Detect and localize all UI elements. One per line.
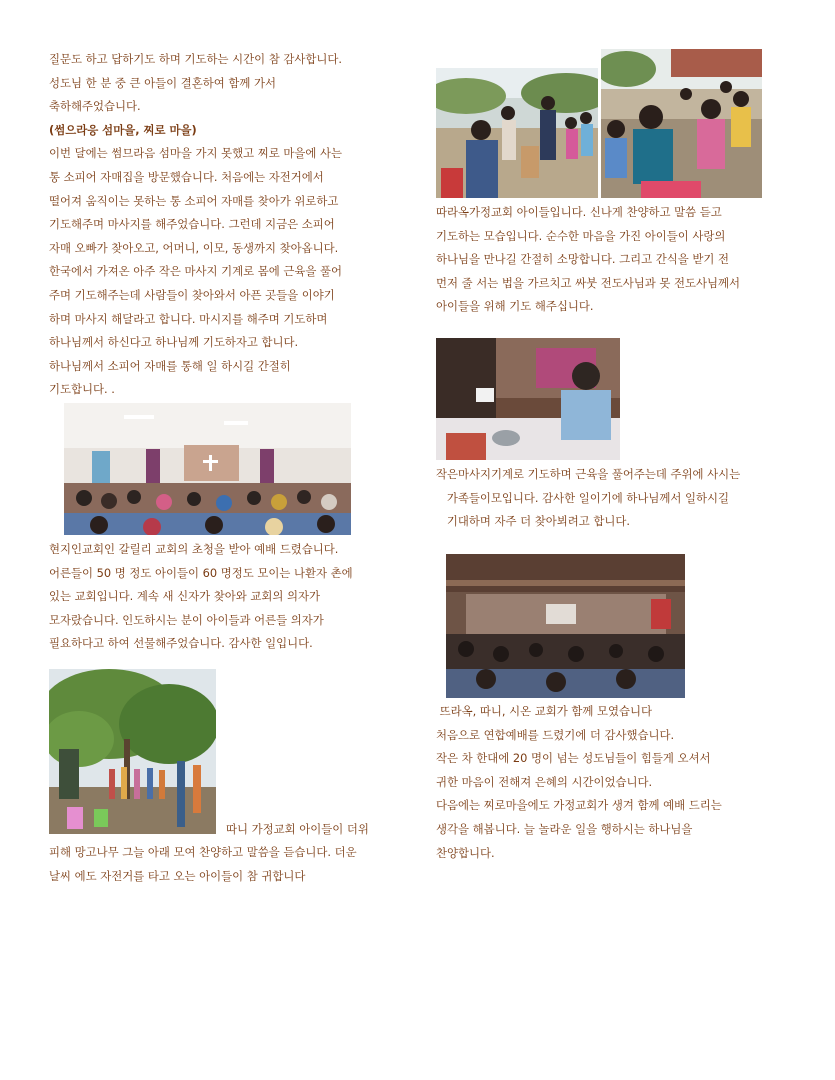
text-line: 뜨라옥, 따니, 시온 교회가 함께 모였습니다 <box>436 704 653 718</box>
text-line: 하나님께서 하신다고 하나님께 기도하자고 합니다. <box>49 335 299 350</box>
union-worship-photo <box>446 554 685 698</box>
text-line: 주며 기도해주는데 사람들이 찾아와서 아픈 곳들을 이야기 <box>49 287 335 302</box>
text-line: 다음에는 찌로마을에도 가정교회가 생겨 함께 예배 드리는 <box>436 798 722 813</box>
text-line: 날씨 에도 자전거를 타고 오는 아이들이 참 귀합니다 <box>49 868 306 883</box>
text-line: 질문도 하고 답하기도 하며 기도하는 시간이 참 감사합니다. <box>49 52 343 66</box>
paragraph-union-worship <box>436 700 722 865</box>
text-line: 성도님 한 분 중 큰 아들이 결혼하여 함께 가서 <box>49 75 277 90</box>
text-line: 생각을 해봅니다. 늘 놀라운 일을 행하시는 하나님을 <box>436 821 693 836</box>
caption-tani-children-first <box>226 818 369 842</box>
text-line: 기도하는 모습입니다. 순수한 마음을 가진 아이들이 사랑의 <box>436 228 726 243</box>
text-line: 피해 망고나무 그늘 아래 모여 찬양하고 말씀을 듣습니다. 더운 <box>49 845 357 859</box>
text-line: 기도합니다. . <box>49 382 115 397</box>
mango-tree-gathering-photo <box>49 669 216 834</box>
text-line: 처음으로 연합예배를 드렸기에 더 감사했습니다. <box>436 727 675 742</box>
text-line: 따라옥가정교회 아이들입니다. 신나게 찬양하고 말씀 듣고 <box>436 205 722 219</box>
text-line: 귀한 마음이 전해져 은혜의 시간이었습니다. <box>436 774 653 789</box>
text-line: 먼저 줄 서는 법을 가르치고 싸붓 전도사님과 못 전도사님께서 <box>436 275 741 290</box>
text-line: 모자랐습니다. 인도하시는 분이 아이들과 어른들 의자가 <box>49 612 324 627</box>
text-line: 따니 가정교회 아이들이 더위 <box>226 822 369 836</box>
text-line: 떨어져 움직이는 못하는 통 소피어 자매를 찾아가 위로하고 <box>49 193 339 208</box>
text-line: 하나님께서 소피어 자매를 통해 일 하시길 간절히 <box>49 358 291 373</box>
text-line: 통 소피어 자매집을 방문했습니다. 처음에는 자전거에서 <box>49 169 324 184</box>
text-line: 자매 오빠가 찾아오고, 어머니, 이모, 동생까지 찾아옵니다. <box>49 240 339 255</box>
text-line: 한국에서 가져온 아주 작은 마사지 기계로 몸에 근육을 풀어 <box>49 264 343 279</box>
text-line: 축하해주었습니다. <box>49 99 141 114</box>
text-line: 현지인교회인 갈릴리 교회의 초청을 받아 예배 드렸습니다. <box>49 542 339 556</box>
text-line: 이번 달에는 썸므라음 섬마을 가지 못했고 찌로 마을에 사는 <box>49 146 343 161</box>
text-line: 하나님을 만나길 간절히 소망합니다. 그리고 간식을 받기 전 <box>436 252 730 267</box>
children-outdoor-photo-1 <box>436 68 598 198</box>
paragraph-traok-children <box>436 201 740 319</box>
section-heading: (썸으라응 섬마을, 찌로 마을) <box>49 122 197 137</box>
text-line: 있는 교회입니다. 계속 새 신자가 찾아와 교회의 의자가 <box>49 589 321 604</box>
text-line: 하며 마사지 해달라고 합니다. 마시지를 해주며 기도하며 <box>49 311 328 326</box>
paragraph-intro <box>49 48 342 402</box>
text-line: 기대하며 자주 더 찾아뵈려고 합니다. <box>436 514 631 529</box>
text-line: 기도해주며 마사지를 해주었습니다. 그런데 지금은 소피어 <box>49 217 335 232</box>
paragraph-tani-children <box>49 841 357 888</box>
text-line: 필요하다고 하여 선물해주었습니다. 감사한 일입니다. <box>49 636 313 651</box>
paragraph-galilee-church <box>49 538 353 656</box>
massage-prayer-photo <box>436 338 620 460</box>
children-outdoor-photo-2 <box>601 49 762 198</box>
text-line: 어른들이 50 명 정도 아이들이 60 명정도 모이는 나환자 촌에 <box>49 565 353 580</box>
paragraph-massage-family <box>436 463 740 534</box>
text-line: 작은마사지기계로 기도하며 근육을 풀어주는데 주위에 사시는 <box>436 467 741 481</box>
text-line: 작은 차 한대에 20 명이 넘는 성도님들이 힘들게 오셔서 <box>436 751 711 766</box>
text-line: 찬양합니다. <box>436 845 495 860</box>
text-line: 아이들을 위해 기도 해주십니다. <box>436 299 594 314</box>
church-interior-photo <box>64 403 351 535</box>
text-line: 가족들이모입니다. 감사한 일이기에 하나님께서 일하시길 <box>436 490 730 505</box>
